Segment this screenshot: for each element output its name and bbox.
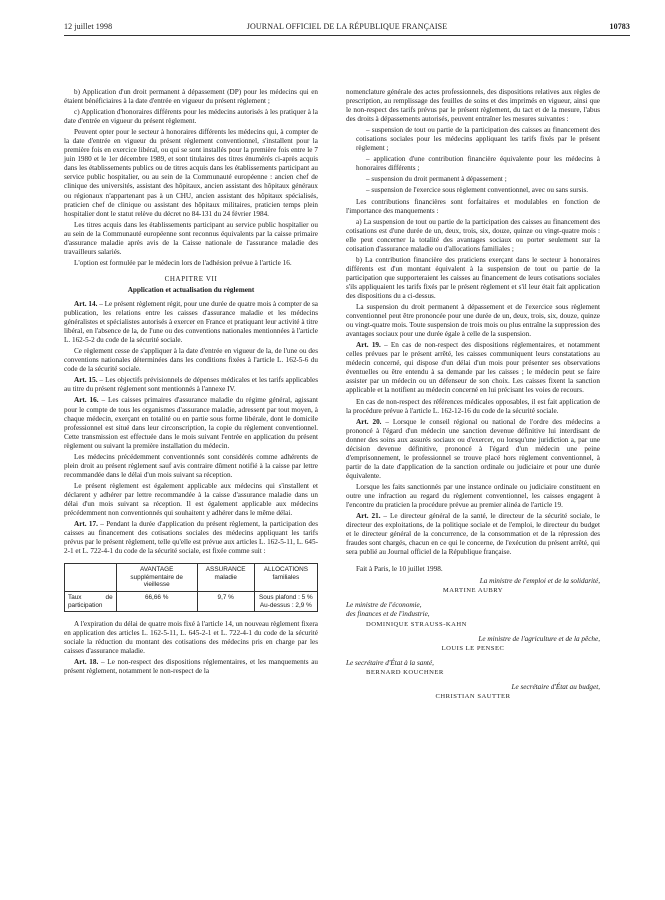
signatory-5-name: CHRISTIAN SAUTTER [435,692,511,700]
signatory-2-name: DOMINIQUE STRAUSS-KAHN [366,620,467,628]
signatory-2-role-line-2: des finances et de l'industrie, [346,610,430,619]
signatory-5-role: Le secrétaire d'État au budget, [511,682,600,691]
header-journal-title: JOURNAL OFFICIEL DE LA RÉPUBLIQUE FRANÇAISE [246,22,448,31]
left-column [64,88,318,679]
article-16-text: – Les caisses primaires d'assurance maladie du régime général, agissant pour le compte de tous les organismes d'assurance maladie, adressent par tout moyen, à chaque médecin, exerçant en totalité ou en partie sous forme libérale, dont le domicile professionnel est situé dans leur circonscription, la copie du règlement conventionnel. Cette transmission est effectuée dans le mois suivant l'entrée en application du présent règlement ou suivant la première installation du médecin. [64,396,318,450]
article-21 [346,512,600,557]
article-20-label: Art. 20. [356,417,382,426]
measure-item-2: – application d'une contribution financière équivalente pour les médecins à honoraires différents ; [356,155,600,173]
article-19-label: Art. 19. [356,341,381,350]
table-cell-alloc-au-dessus: Au-dessus : 2,9 % [259,601,312,609]
article-20-paragraph-2: Lorsque les faits sanctionnés par une instance ordinale ou judiciaire constituent en outre une infraction au regard du règlement conventionnel, les caisses engagent à l'encontre du praticien la procédure prévue au premier alinéa de l'article 19. [346,482,600,510]
paragraph-c: c) Application d'honoraires différents pour les médecins autorisés à les pratiquer à la date d'entrée en vigueur du présent règlement. [64,108,318,126]
signatory-3-role: Le ministre de l'agriculture et de la pêche, [478,634,600,643]
article-14-paragraph-2: Ce règlement cesse de s'appliquer à la date d'entrée en vigueur de la, de l'une ou des conventions nationales déterminées dans les conditions fixées à l'article L. 162-5-6 du code de la sécurité sociale. [64,347,318,374]
table-header-assurance: ASSURANCE maladie [197,564,254,592]
paragraph-after-table: A l'expiration du délai de quatre mois fixé à l'article 14, un nouveau règlement fixera en application des articles L. 162-5-11, L. 645-2-1 et L. 722-4-1 du code de la sécurité sociale la réduction du montant des cotisations des médecins pris en charge par les caisses d'assurance maladie. [64,620,318,656]
article-17 [64,520,318,556]
table-cell-alloc-sous-plafond: Sous plafond : 5 % [259,594,313,602]
article-17-label: Art. 17. [74,520,98,529]
paragraph-b: b) Application d'un droit permanent à dépassement (DP) pour les médecins qui en étaient bénéficiaires à la date d'entrée en vigueur du présent règlement ; [64,88,318,106]
fait-a-paris: Fait à Paris, le 10 juillet 1998. [356,565,443,574]
table-header-avantage: AVANTAGE supplémentaire de vieillesse [116,564,197,592]
table-header-empty [65,564,117,592]
signoff [346,565,600,701]
table-header-row [65,564,318,592]
signatory-1-name: MARTINE AUBRY [442,587,504,595]
table-cell-assurance: 9,7 % [197,592,254,612]
paragraph-titres: Les titres acquis dans les établissements participant au service public hospitalier ou au sein de la Communauté européenne sont reconnus équivalents par la caisse primaire d'assurance maladie après avis de la Caisse nationale de l'assurance maladie des travailleurs salariés. [64,220,318,256]
article-20-text: – Lorsque le conseil régional ou national de l'ordre des médecins a prononcé à l'égard d'un médecin une sanction devenue définitive lui interdisant de donner des soins aux assurés sociaux ou d'exercer, ou lorsqu'une juridiction a, par une décision devenue définitive, prononcé à l'égard d'un médecin une peine d'emprisonnement, le professionnel se trouve placé hors règlement conventionnel, à partir de la date d'application de la sanction ordinale ou judiciaire et pour une durée équivalente. [346,417,600,480]
measure-item-1: – suspension de tout ou partie de la participation des caisses au financement des cotisations sociales pour les médecins appliquant les tarifs fixés par le présent règlement ; [356,126,600,153]
section-heading: Application et actualisation du règlement [127,285,255,294]
table-row [65,592,318,612]
article-21-text: – Le directeur général de la santé, le directeur de la sécurité sociale, le directeur des exploitations, de la politique sociale et de l'emploi, le directeur du budget et le directeur général de la concurrence, de la consommation et de la répression des fraudes sont chargés, chacun en ce qui le concerne, de l'exécution du présent arrêté, qui sera publié au Journal officiel de la République française. [346,512,600,557]
article-16 [64,396,318,450]
article-14-label: Art. 14. [74,299,98,308]
signatory-2-role-line-1: Le ministre de l'économie, [346,601,422,610]
article-18-text: – Le non-respect des dispositions réglementaires, et les manquements au présent règlement, notamment le non-respect de la [64,658,319,676]
article-20 [346,418,600,481]
chapter-heading: CHAPITRE VII [164,274,218,283]
article-21-label: Art. 21. [356,512,381,521]
article-14 [64,300,318,345]
article-15-text: – Les objectifs prévisionnels de dépenses médicales et les tarifs applicables au titre du présent règlement sont mentionnés à l'annexe IV. [64,376,318,394]
measure-item-3: – suspension du droit permanent à dépassement ; [366,175,507,184]
article-16-paragraph-2: Les médecins précédemment conventionnés sont considérés comme adhérents de plein droit au présent règlement sauf avis contraire dûment notifié à la caisse par lettre recommandée dans le délai d'un mois suivant sa réception. [64,452,318,479]
article-15 [64,376,318,394]
paragraph-suspension: La suspension du droit permanent à dépassement et de l'exercice sous règlement conventionnel peut être prononcée pour une durée de un, deux, trois, six, douze, quinze ou vingt-quatre mois. Toute suspension de trois mois ou plus entraîne la suppression des avantages sociaux pour une durée égale à celle de la suspension. [346,303,600,339]
paragraph-b-contribution: b) La contribution financière des praticiens exerçant dans le secteur à honoraires différents est d'un montant équivalent à la suspension de tout ou partie de la participation que supporteraient les caisses au financement de leurs cotisations sociales s'ils appliquaient les tarifs fixés par le présent règlement et s'il leur était fait application des dispositions du a ci-dessus. [346,255,600,300]
table-header-allocations: ALLOCATIONS familiales [254,564,317,592]
signatory-1-role: La ministre de l'emploi et de la solidarité, [479,577,600,586]
header-page-number: 10783 [609,22,630,31]
signatory-4-name: BERNARD KOUCHNER [366,668,444,676]
right-column [346,88,600,707]
article-14-text: – Le présent règlement régit, pour une durée de quatre mois à compter de sa publication, les relations entre les caisses d'assurance maladie et les médecins généralistes et spécialistes autorisés à exercer en France et pratiquant leur activité à titre libéral, en l'absence de la, de l'une ou des conventions nationales mentionnées à l'article L. 162-5-2 du code de la sécurité sociale. [64,299,318,345]
table-row-label: Taux de participation [65,592,117,612]
article-19-paragraph-2: En cas de non-respect des références médicales opposables, il est fait application de la procédure prévue à l'article L. 162-12-16 du code de la sécurité sociale. [346,397,600,415]
paragraph-continuation: nomenclature générale des actes professionnels, des dispositions relatives aux règles de prescription, au remplissage des feuilles de soins et des imprimés en vigueur, ainsi que le non-respect des tarifs prévus par le présent règlement, du tact et de la mesure, l'abus des droits à dépassements autorisés, peuvent entraîner les mesures suivantes : [346,88,600,124]
header-date: 12 juillet 1998 [64,22,113,31]
article-16-label: Art. 16. [74,396,99,405]
article-19-text: – En cas de non-respect des dispositions réglementaires, et notamment celles prévues par le présent arrêté, les caisses communiquent leurs constatations au médecin concerné, qui dispose d'un délai d'un mois pour présenter ses observations éventuelles ou être entendu à sa demande par les caisses ; le médecin peut se faire assister par un médecin ou un défenseur de son choix. Les caisses fixent la sanction applicable et la notifient au médecin concerné en lui précisant les voies de recours. [346,341,600,395]
article-17-text: – Pendant la durée d'application du présent règlement, la participation des caisses au financement des cotisations sociales des médecins appliquant les tarifs prévus par le présent règlement, telle qu'elle est prévue aux articles L. 162-5-11, L. 645-2-1 et L. 722-4-1 du code de la sécurité sociale, est fixée comme suit : [64,520,318,556]
participation-table [64,563,318,612]
paragraph-option-secteur: Peuvent opter pour le secteur à honoraires différents les médecins qui, à compter de la date d'entrée en vigueur du présent règlement conventionnel, s'installent pour la première fois en exercice libéral, ou qui se sont installés pour la première fois entre le 7 juin 1980 et le 1er décembre 1989, et sont titulaires des titres énumérés ci-après acquis dans les établissements publics ou de titres acquis dans les établissements participant au service public hospitalier, ou au sein de la Communauté européenne : ancien chef de clinique des universités, assistant des hôpitaux, ancien assistant des hôpitaux généraux ou régionaux n'appartenant pas à un CHU, ancien assistant des hôpitaux spécialisés, praticien chef de clinique ou assistant des hôpitaux militaires, praticien temps plein hospitalier dont le statut relève du décret no 84-131 du 24 février 1984. [64,128,318,218]
article-19 [346,341,600,395]
paragraph-option: L'option est formulée par le médecin lors de l'adhésion prévue à l'article 16. [74,258,292,267]
measure-item-4: – suspension de l'exercice sous règlement conventionnel, avec ou sans sursis. [366,186,589,195]
table-cell-avantage: 66,66 % [116,592,197,612]
paragraph-contributions: Les contributions financières sont forfaitaires et modulables en fonction de l'importance des manquements : [346,197,600,215]
article-15-label: Art. 15. [74,376,98,385]
page-header [64,21,630,36]
article-18 [64,658,318,676]
table-cell-allocations [254,592,317,612]
signatory-4-role: Le secrétaire d'État à la santé, [346,658,434,667]
article-16-paragraph-3: Le présent règlement est également applicable aux médecins qui s'installent et déclarent y adhérer par lettre recommandée à la caisse d'assurance maladie dans un délai d'un mois suivant sa réception. Il est également applicable aux médecins précédemment non conventionnés qui souhaitent y adhérer dans le même délai. [64,481,318,518]
paragraph-a: a) La suspension de tout ou partie de la participation des caisses au financement des cotisations est d'une durée de un, deux, trois, six, douze, quinze ou vingt-quatre mois : elle peut concerner la totalité des avantages sociaux ou porter seulement sur la cotisation d'assurance maladie ou d'allocations familiales ; [346,217,600,253]
signatory-3-name: LOUIS LE PENSEC [441,644,505,652]
article-18-label: Art. 18. [74,658,99,667]
